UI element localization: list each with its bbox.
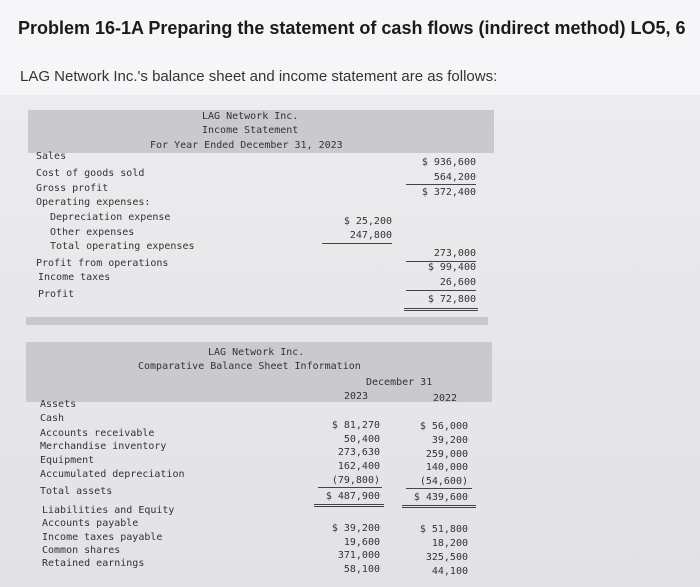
value-inventory-2022: 259,000 [425, 449, 468, 460]
value-total-assets-2023: $ 487,900 [325, 491, 380, 502]
value-ap-2023: $ 39,200 [331, 523, 380, 534]
page-title: Problem 16-1A Preparing the statement of cash flows (indirect method) LO5, 6 [18, 18, 686, 38]
label-ap: Accounts payable [42, 518, 139, 529]
income-bottom-bar [26, 317, 488, 325]
value-equipment-2023: 162,400 [337, 461, 380, 472]
income-label-sales: Sales [36, 151, 67, 162]
income-label-taxes: Income taxes [38, 272, 111, 283]
other-underline [322, 243, 392, 244]
value-ar-2022: 39,200 [431, 435, 468, 446]
value-cash-2023: $ 81,270 [331, 420, 380, 431]
statement-photo [0, 95, 700, 587]
income-label-gross-profit: Gross profit [36, 183, 109, 194]
income-label-opex: Operating expenses: [36, 197, 151, 208]
income-title: Income Statement [202, 125, 299, 136]
value-acc-dep-2022: (54,600) [419, 476, 468, 487]
balance-assets-header: Assets [40, 399, 77, 410]
value-tax-payable-2022: 18,200 [431, 538, 468, 549]
value-tax-payable-2023: 19,600 [343, 537, 380, 548]
value-retained-2023: 58,100 [343, 564, 380, 575]
income-company: LAG Network Inc. [202, 111, 299, 122]
taxes-underline [406, 290, 476, 291]
income-label-cogs: Cost of goods sold [36, 168, 145, 179]
label-tax-payable: Income taxes payable [42, 532, 163, 543]
balance-company: LAG Network Inc. [208, 347, 305, 358]
balance-date-header: December 31 [366, 377, 433, 388]
income-period: For Year Ended December 31, 2023 [150, 140, 343, 151]
label-acc-dep: Accumulated depreciation [40, 469, 185, 480]
value-acc-dep-2023: (79,800) [331, 475, 380, 486]
income-value-sales: $ 936,600 [421, 157, 476, 168]
value-ap-2022: $ 51,800 [419, 524, 468, 535]
income-value-cogs: 564,200 [433, 172, 476, 183]
balance-col-2022: 2022 [433, 393, 458, 404]
acc-dep-underline-2023 [318, 487, 382, 488]
value-common-2022: 325,500 [425, 552, 468, 563]
acc-dep-underline-2022 [406, 488, 472, 489]
label-cash: Cash [40, 413, 65, 424]
income-label-profit: Profit [38, 289, 75, 300]
value-total-assets-2022: $ 439,600 [413, 492, 468, 503]
income-value-other: 247,800 [349, 230, 392, 241]
income-value-total-opex: 273,000 [433, 248, 476, 259]
label-inventory: Merchandise inventory [40, 441, 167, 452]
value-ar-2023: 50,400 [343, 434, 380, 445]
balance-col-2023: 2023 [344, 391, 369, 402]
balance-title: Comparative Balance Sheet Information [138, 361, 361, 372]
balance-liab-header: Liabilities and Equity [42, 505, 175, 516]
label-common: Common shares [42, 545, 121, 556]
value-common-2023: 371,000 [337, 550, 380, 561]
label-equipment: Equipment [40, 455, 95, 466]
income-value-profit: $ 72,800 [427, 294, 476, 305]
value-cash-2022: $ 56,000 [419, 421, 468, 432]
intro-text: LAG Network Inc.'s balance sheet and income statement are as follows: [20, 68, 498, 85]
income-value-depreciation: $ 25,200 [343, 216, 392, 227]
label-ar: Accounts receivable [40, 428, 155, 439]
value-retained-2022: 44,100 [431, 566, 468, 577]
income-label-depreciation: Depreciation expense [50, 212, 171, 223]
profit-double-underline [404, 308, 478, 311]
income-label-total-opex: Total operating expenses [50, 241, 195, 252]
value-equipment-2022: 140,000 [425, 462, 468, 473]
income-value-taxes: 26,600 [439, 277, 476, 288]
cogs-underline [406, 184, 476, 185]
income-label-profit-ops: Profit from operations [36, 258, 169, 269]
income-value-gross-profit: $ 372,400 [421, 187, 476, 198]
total-assets-double-underline-2022 [402, 505, 476, 508]
value-inventory-2023: 273,630 [337, 447, 380, 458]
total-assets-double-underline-2023 [314, 504, 384, 507]
label-total-assets: Total assets [40, 486, 113, 497]
income-label-other: Other expenses [50, 227, 135, 238]
income-value-profit-ops: $ 99,400 [427, 262, 476, 273]
label-retained: Retained earnings [42, 558, 145, 569]
